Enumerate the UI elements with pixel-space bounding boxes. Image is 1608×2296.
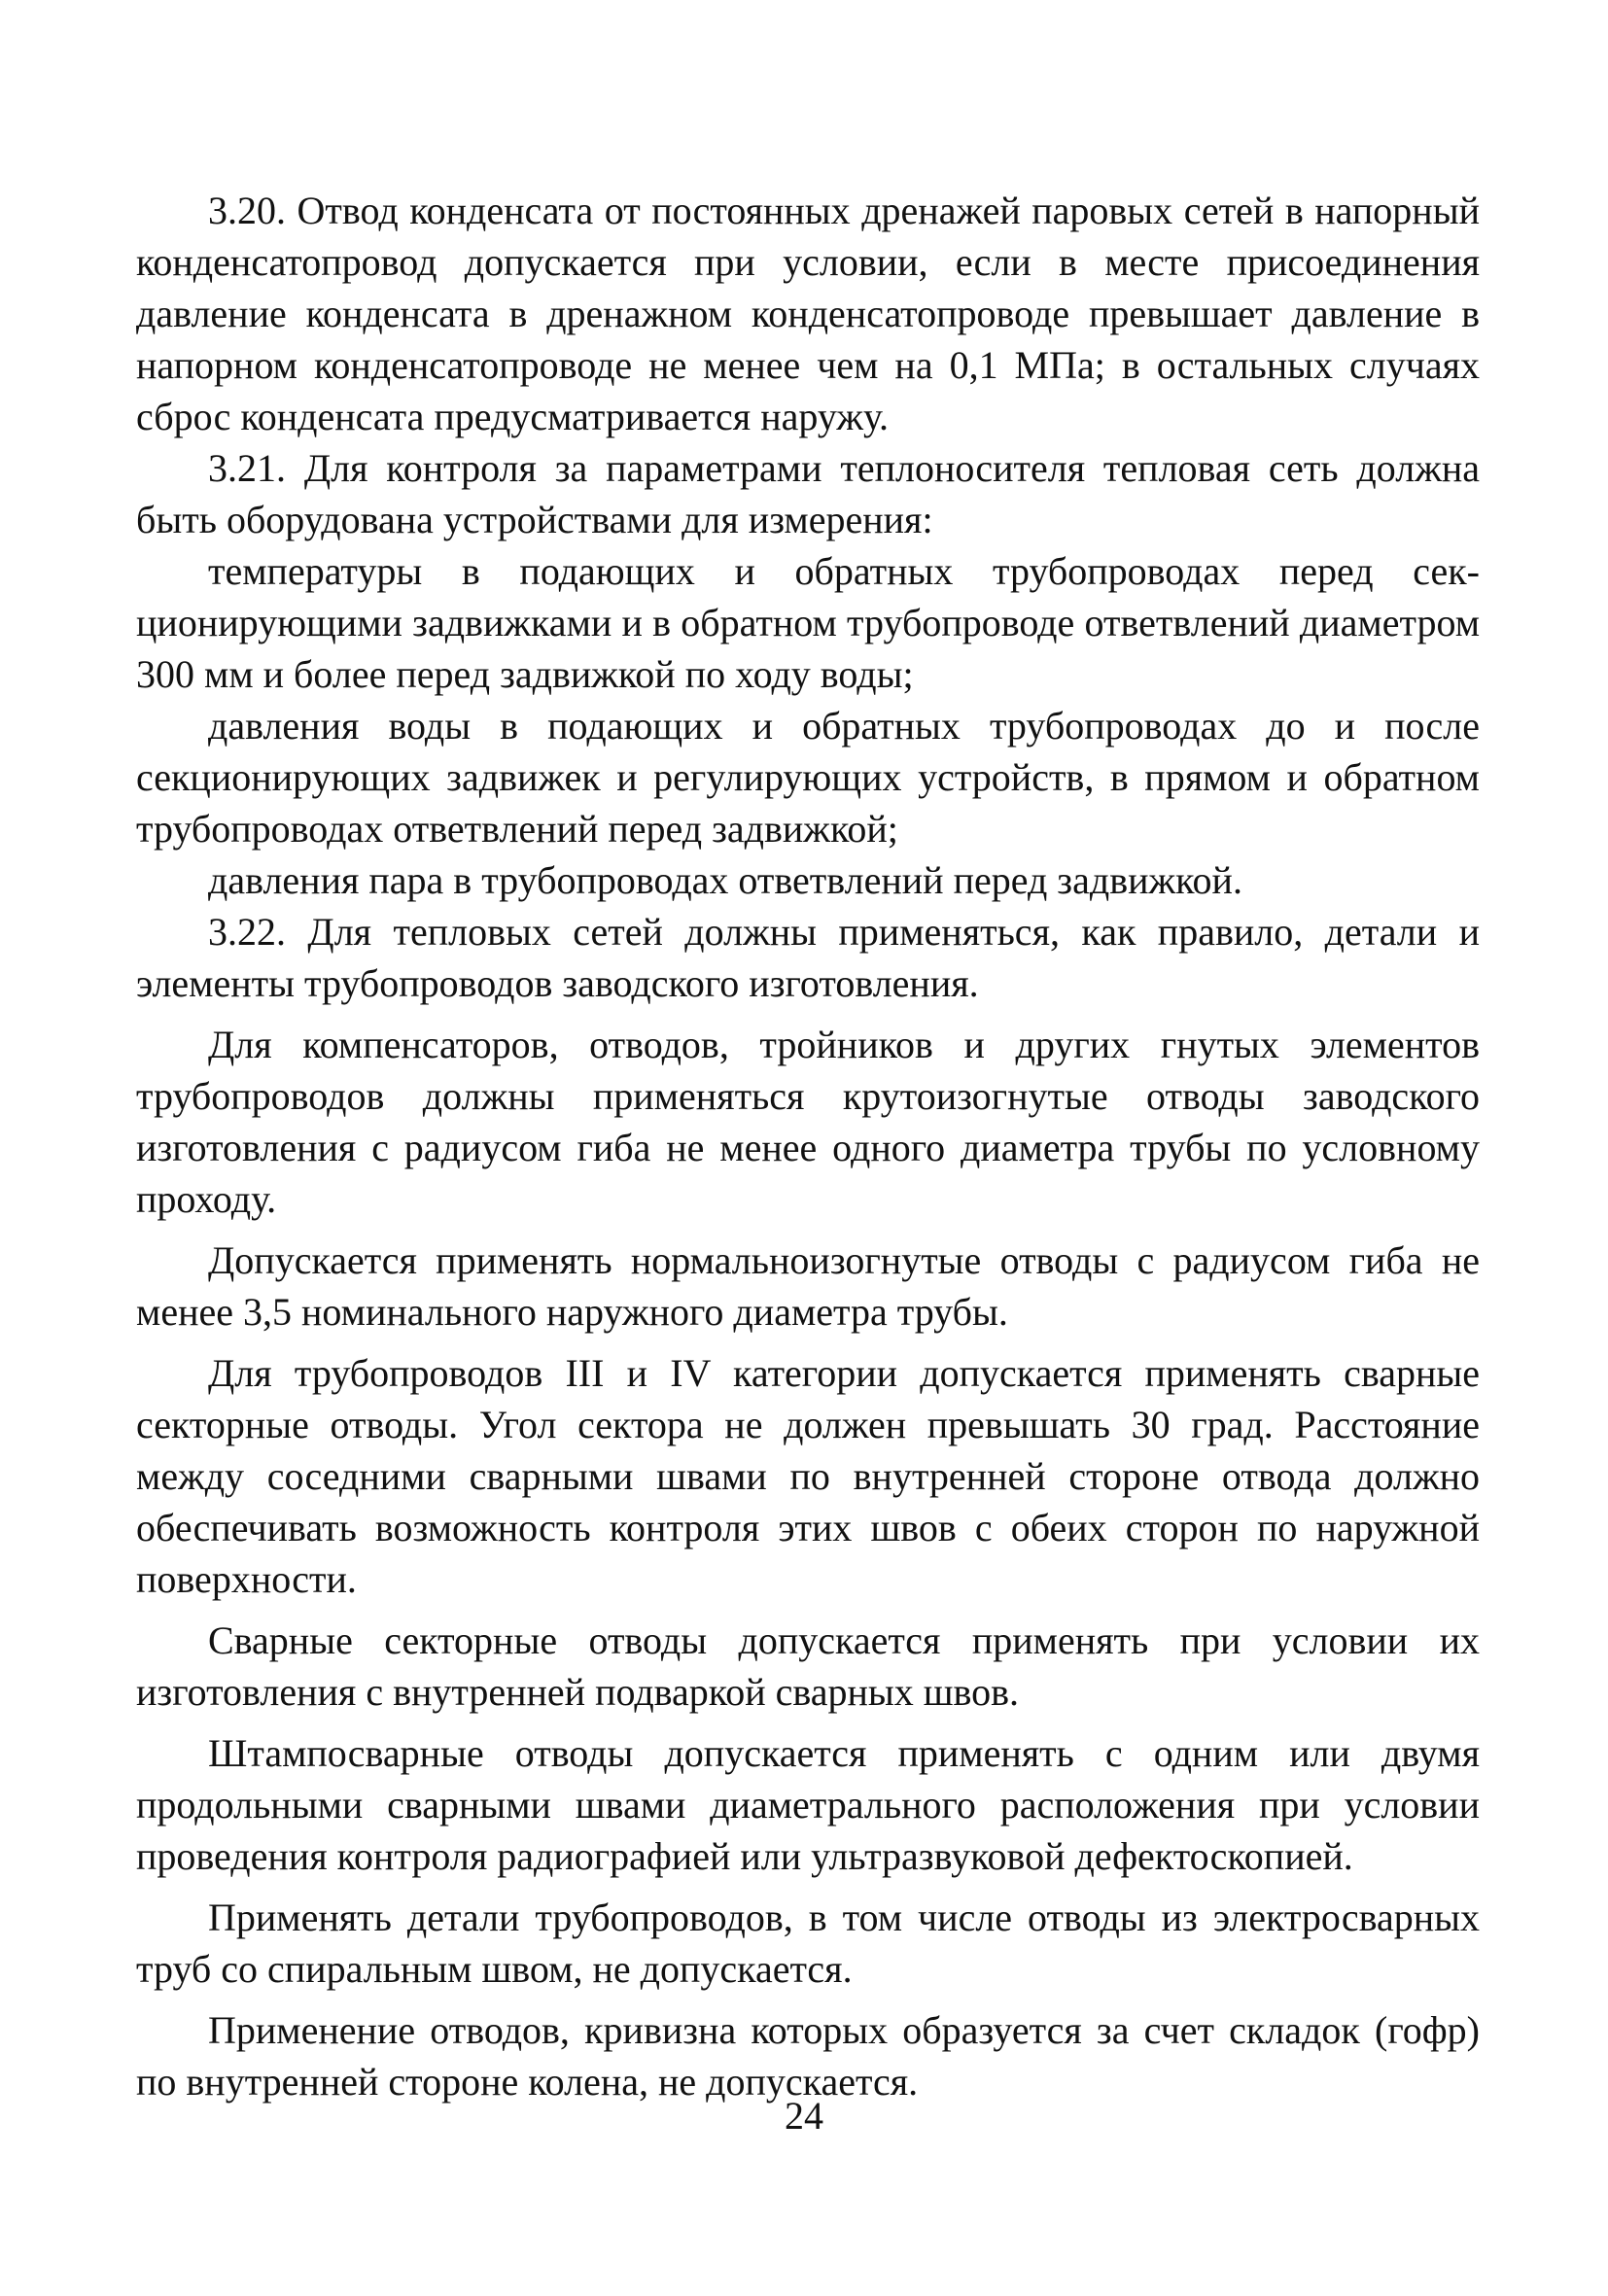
paragraph-corrugated: Применение отводов, кривизна которых образуется за счет складок (гофр) по внутренней стороне колена, не допускается. [136,2008,1480,2104]
paragraph-stamp-welded: Штампосварные отводы допускается применять с одним или двумя продольными сварными швами диаметрального расположения при условии проведения контроля радиографией или ультразвуковой дефектоскопией. [136,1731,1480,1878]
paragraph-3-20: 3.20. Отвод конденсата от постоянных дренажей паровых сетей в напорный конденсатопровод допускается при условии, если в месте присоединения давление конденсата в дренажном конденсатопроводе превышает давление в напорном конденсатопроводе не менее чем на 0,1 МПа; в остальных случаях сброс конденсата предусматривается наружу. [136,189,1480,438]
paragraph-temperature: температуры в подающих и обратных трубопроводах перед секционирующими задвижками и в обратном трубопроводе ответвлений диаметром 300 мм и более перед задвижкой по ходу воды; [136,549,1480,696]
paragraph-compensators: Для компенсаторов, отводов, тройников и других гнутых элементов трубопроводов должны применяться крутоизогнутые отводы заводского изготовления с радиусом гиба не менее одного диаметра трубы по условному проходу. [136,1023,1480,1221]
paragraph-steam-pressure: давления пара в трубопроводах ответвлений перед задвижкой. [208,858,1242,902]
paragraph-3-21: 3.21. Для контроля за параметрами теплоносителя тепловая сеть должна быть оборудована устройствами для измерения: [136,446,1480,541]
paragraph-sector-welding: Сварные секторные отводы допускается применять при условии их изготовления с внутренней подваркой сварных швов. [136,1618,1480,1714]
paragraph-water-pressure: давления воды в подающих и обратных трубопроводах до и после секционирующих задвижек и регулирующих устройств, в прямом и обратном трубопроводах ответвлений перед задвижкой; [136,704,1480,851]
paragraph-3-22: 3.22. Для тепловых сетей должны применяться, как правило, детали и элементы трубопроводов заводского изготовления. [136,910,1480,1005]
paragraph-normal-bends: Допускается применять нормальноизогнутые отводы с радиусом гиба не менее 3,5 номинального наружного диаметра трубы. [136,1238,1480,1334]
page-number: 24 [785,2094,823,2138]
document-body [136,185,1480,2107]
paragraph-sector-bends: Для трубопроводов III и IV категории допускается применять сварные секторные отводы. Угол сектора не должен превышать 30 град. Расстояние между соседними сварными швами по внутренней стороне отвода должно обеспечивать возможность контроля этих швов с обеих сторон по наружной поверхности. [136,1351,1480,1601]
paragraph-spiral-weld: Применять детали трубопроводов, в том числе отводы из электросварных труб со спиральным швом, не допускается. [136,1896,1480,1991]
